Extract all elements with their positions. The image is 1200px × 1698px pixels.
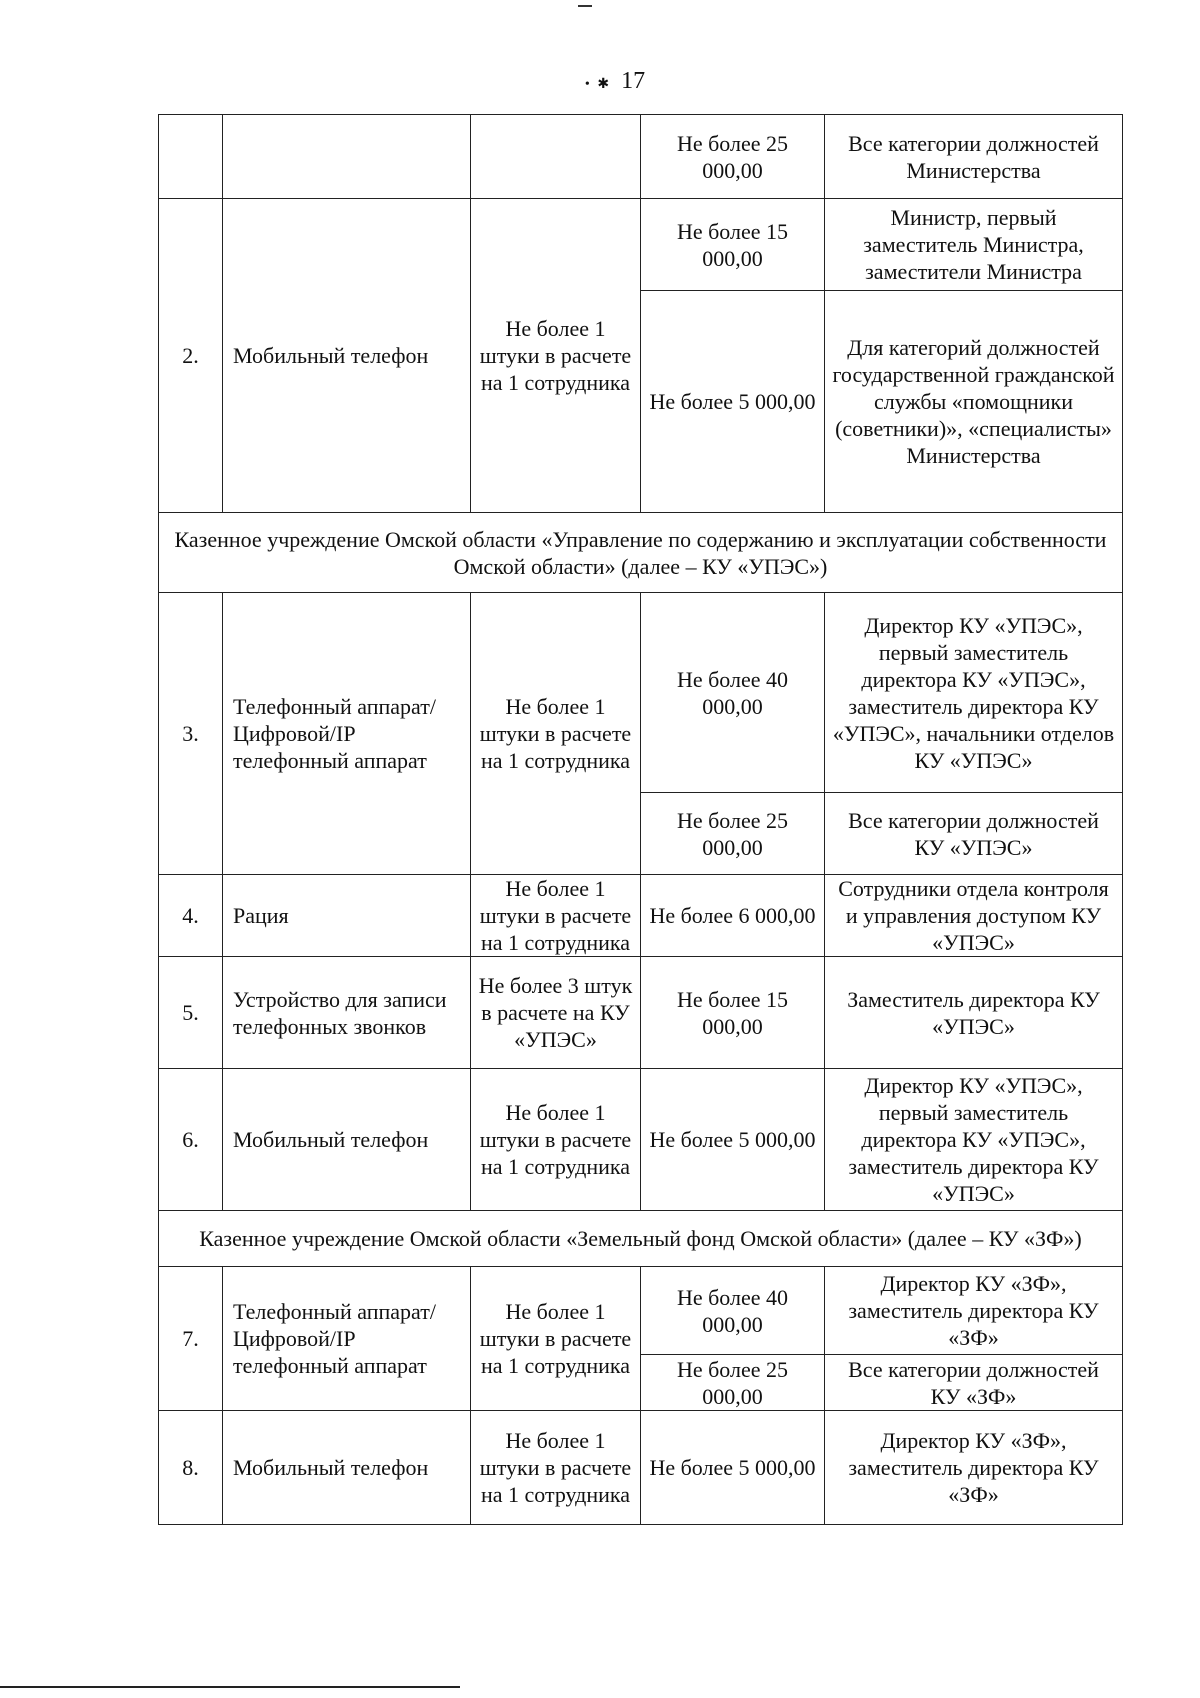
price-cell: Не более 40 000,00: [641, 593, 825, 793]
num-cell: 5.: [159, 957, 223, 1069]
name-cell: Мобильный телефон: [223, 1411, 471, 1525]
num-cell: 2.: [159, 199, 223, 513]
page-number-marks: • ✱: [584, 77, 612, 92]
page-number: 17: [621, 68, 646, 94]
name-cell: Телефонный аппарат/Цифровой/IP телефонный аппарат: [223, 1267, 471, 1411]
positions-cell: Для категорий должностей государственной гражданской службы «помощники (советники)», «специалисты» Министерства: [825, 291, 1123, 513]
section-title-upes: Казенное учреждение Омской области «Управление по содержанию и эксплуатации собственности Омской области» (далее – КУ «УПЭС»): [159, 513, 1123, 593]
name-cell: Рация: [223, 875, 471, 957]
price-cell: Не более 25 000,00: [641, 115, 825, 199]
positions-cell: Сотрудники отдела контроля и управления доступом КУ «УПЭС»: [825, 875, 1123, 957]
name-cell: [223, 115, 471, 199]
num-cell: [159, 115, 223, 199]
name-cell: Устройство для записи телефонных звонков: [223, 957, 471, 1069]
price-cell: Не более 40 000,00: [641, 1267, 825, 1355]
price-cell: Не более 5 000,00: [641, 1411, 825, 1525]
positions-cell: Все категории должностей КУ «ЗФ»: [825, 1355, 1123, 1411]
positions-cell: Директор КУ «УПЭС», первый заместитель директора КУ «УПЭС», заместитель директора КУ «УПЭС»: [825, 1069, 1123, 1211]
quantity-cell: Не более 1 штуки в расчете на 1 сотрудника: [471, 593, 641, 875]
positions-cell: Все категории должностей КУ «УПЭС»: [825, 793, 1123, 875]
num-cell: 7.: [159, 1267, 223, 1411]
quantity-cell: Не более 1 штуки в расчете на 1 сотрудника: [471, 199, 641, 513]
table-row: [159, 115, 1123, 199]
quantity-cell: Не более 3 штук в расчете на КУ «УПЭС»: [471, 957, 641, 1069]
quantity-cell: Не более 1 штуки в расчете на 1 сотрудника: [471, 875, 641, 957]
table-row: [159, 593, 1123, 793]
price-cell: Не более 25 000,00: [641, 1355, 825, 1411]
num-cell: 6.: [159, 1069, 223, 1211]
name-cell: Телефонный аппарат/Цифровой/IP телефонный аппарат: [223, 593, 471, 875]
footer-rule: [0, 1686, 460, 1688]
name-cell: Мобильный телефон: [223, 199, 471, 513]
price-cell: Не более 25 000,00: [641, 793, 825, 875]
positions-cell: Директор КУ «ЗФ», заместитель директора КУ «ЗФ»: [825, 1267, 1123, 1355]
positions-cell: Директор КУ «ЗФ», заместитель директора КУ «ЗФ»: [825, 1411, 1123, 1525]
positions-cell: Заместитель директора КУ «УПЭС»: [825, 957, 1123, 1069]
section-header-row: [159, 1211, 1123, 1267]
section-title-zf: Казенное учреждение Омской области «Земельный фонд Омской области» (далее – КУ «ЗФ»): [159, 1211, 1123, 1267]
quantity-cell: Не более 1 штуки в расчете на 1 сотрудника: [471, 1411, 641, 1525]
name-cell: Мобильный телефон: [223, 1069, 471, 1211]
table-row: [159, 1069, 1123, 1211]
quantity-cell: [471, 115, 641, 199]
equipment-norms-table: [158, 114, 1123, 1525]
section-header-row: [159, 513, 1123, 593]
scan-artifact: [570, 0, 600, 6]
table-row: [159, 957, 1123, 1069]
quantity-cell: Не более 1 штуки в расчете на 1 сотрудника: [471, 1267, 641, 1411]
table-row: [159, 199, 1123, 291]
price-cell: Не более 15 000,00: [641, 199, 825, 291]
price-cell: Не более 15 000,00: [641, 957, 825, 1069]
quantity-cell: Не более 1 штуки в расчете на 1 сотрудника: [471, 1069, 641, 1211]
price-cell: Не более 5 000,00: [641, 291, 825, 513]
num-cell: 3.: [159, 593, 223, 875]
page-number-header: [0, 68, 1200, 95]
num-cell: 4.: [159, 875, 223, 957]
price-cell: Не более 5 000,00: [641, 1069, 825, 1211]
num-cell: 8.: [159, 1411, 223, 1525]
table-row: [159, 1267, 1123, 1355]
positions-cell: Министр, первый заместитель Министра, заместители Министра: [825, 199, 1123, 291]
table-row: [159, 1411, 1123, 1525]
price-cell: Не более 6 000,00: [641, 875, 825, 957]
positions-cell: Все категории должностей Министерства: [825, 115, 1123, 199]
positions-cell: Директор КУ «УПЭС», первый заместитель директора КУ «УПЭС», заместитель директора КУ «УПЭС», начальники отделов КУ «УПЭС»: [825, 593, 1123, 793]
table-row: [159, 875, 1123, 957]
